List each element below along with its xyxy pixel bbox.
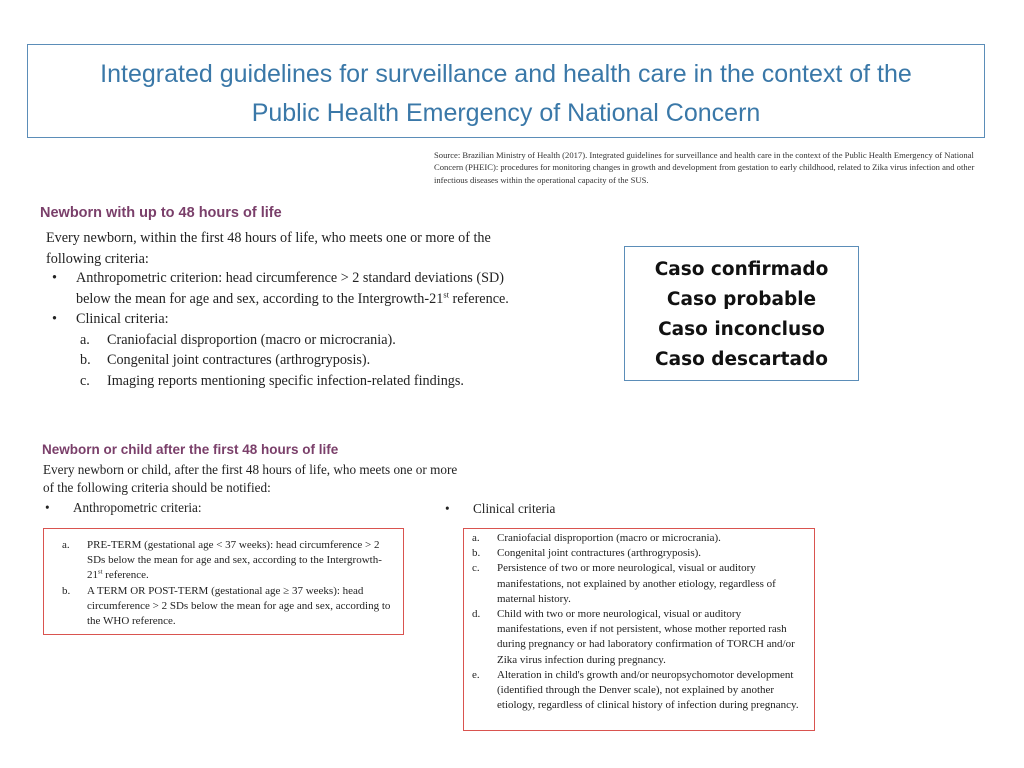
source-citation: Source: Brazilian Ministry of Health (2017). Integrated guidelines for surveillance and health care in the context of the Public Health Emergency of National Concern (PHEIC): procedures for monitoring changes in growth and development from gestation to early childhood, related to Zika virus infection and other infectious diseases within the operational capacity of the SUS. xyxy=(434,150,975,185)
anthropometric-criteria-box xyxy=(43,528,404,635)
clinical-criteria-label: Clinical criteria: xyxy=(76,311,169,327)
list-item xyxy=(46,309,526,330)
bullet-icon: • xyxy=(52,311,57,327)
anthro-sup: st xyxy=(443,288,449,299)
item-text: Imaging reports mentioning specific infection-related findings. xyxy=(107,372,464,389)
item-letter: b. xyxy=(472,547,481,560)
item-letter: b. xyxy=(62,584,71,597)
clinical-criteria-box xyxy=(463,528,815,731)
anthro-label-text: Anthropometric criteria: xyxy=(73,500,202,515)
preterm-sup: st xyxy=(98,568,103,576)
item-letter: d. xyxy=(472,608,481,621)
preterm-post: reference. xyxy=(102,569,149,582)
bullet-icon: • xyxy=(45,500,50,515)
item-text: Alteration in child's growth and/or neuropsychomotor development (identified through the Denver scale), not explained by another etiology, regardless of clinical history of infection during pregnancy. xyxy=(497,668,799,712)
list-item xyxy=(472,531,808,546)
section-heading-after-48h: Newborn or child after the first 48 hours of life xyxy=(42,442,339,457)
item-letter: e. xyxy=(472,668,480,681)
item-text xyxy=(87,538,395,584)
section1-intro: Every newborn, within the first 48 hours of life, who meets one or more of the following criteria: xyxy=(46,230,491,267)
list-item xyxy=(472,561,808,607)
caso-confirmado: Caso confirmado xyxy=(654,259,829,280)
item-text: Congenital joint contractures (arthrogryposis). xyxy=(497,547,702,560)
clinical-criteria-heading xyxy=(443,501,555,517)
anthro-suffix: reference. xyxy=(448,290,509,307)
title-line-1: Integrated guidelines for surveillance and health care in the context of the xyxy=(100,60,912,88)
item-text: Congenital joint contractures (arthrogryposis). xyxy=(107,352,371,368)
list-item xyxy=(46,371,526,392)
item-text: Child with two or more neurological, visual or auditory manifestations, even if not persistent, whose mother reported rash during pregnancy or had laboratory confirmation of TORCH and/or Zika virus infection during pregnancy. xyxy=(497,608,795,666)
list-item xyxy=(46,350,526,371)
list-item xyxy=(46,268,526,309)
item-letter: a. xyxy=(62,539,70,551)
anthropometric-criterion xyxy=(76,268,526,309)
item-text: Craniofacial disproportion (macro or microcrania). xyxy=(497,532,721,544)
caso-probable: Caso probable xyxy=(666,289,817,310)
preterm-text: PRE-TERM (gestational age < 37 weeks): head circumference > 2 SDs below the mean for age and sex, according to the Intergrowth-21 xyxy=(87,539,382,582)
section-heading-48h: Newborn with up to 48 hours of life xyxy=(40,205,282,221)
anthropometric-criteria-label xyxy=(43,500,202,516)
term-text: A TERM OR POST-TERM (gestational age ≥ 37 weeks): head circumference > 2 SDs below the mean for age and sex, according to the WHO reference. xyxy=(87,584,391,628)
title-line-2: Public Health Emergency of National Concern xyxy=(251,99,761,127)
item-letter: a. xyxy=(80,331,90,348)
anthro-text: Anthropometric criterion: head circumference > 2 standard deviations (SD) below the mean for age and sex, according to the Intergrowth-21 xyxy=(76,270,504,307)
list-item xyxy=(62,538,395,584)
item-text: Craniofacial disproportion (macro or microcrania). xyxy=(107,331,396,348)
list-item xyxy=(46,330,526,351)
section2-intro: Every newborn or child, after the first 48 hours of life, who meets one or more of the following criteria should be notified: xyxy=(43,462,458,495)
bullet-icon: • xyxy=(52,270,57,286)
section1-criteria-list xyxy=(46,268,526,391)
list-item xyxy=(472,546,808,561)
item-letter: b. xyxy=(80,352,91,368)
item-letter: c. xyxy=(80,372,90,389)
list-item xyxy=(472,668,808,714)
list-item xyxy=(472,607,808,668)
caso-inconcluso: Caso inconcluso xyxy=(658,319,825,340)
item-letter: c. xyxy=(472,562,480,575)
bullet-icon: • xyxy=(445,501,450,516)
item-text: Persistence of two or more neurological, visual or auditory manifestations, not explained by another etiology, regardless of maternal history. xyxy=(497,562,776,605)
clinical-label-text: Clinical criteria xyxy=(473,501,556,516)
case-classification-box xyxy=(624,246,859,381)
item-letter: a. xyxy=(472,532,480,544)
title-box xyxy=(27,44,985,138)
list-item xyxy=(62,584,395,630)
item-text xyxy=(87,584,395,630)
caso-descartado: Caso descartado xyxy=(655,349,828,370)
